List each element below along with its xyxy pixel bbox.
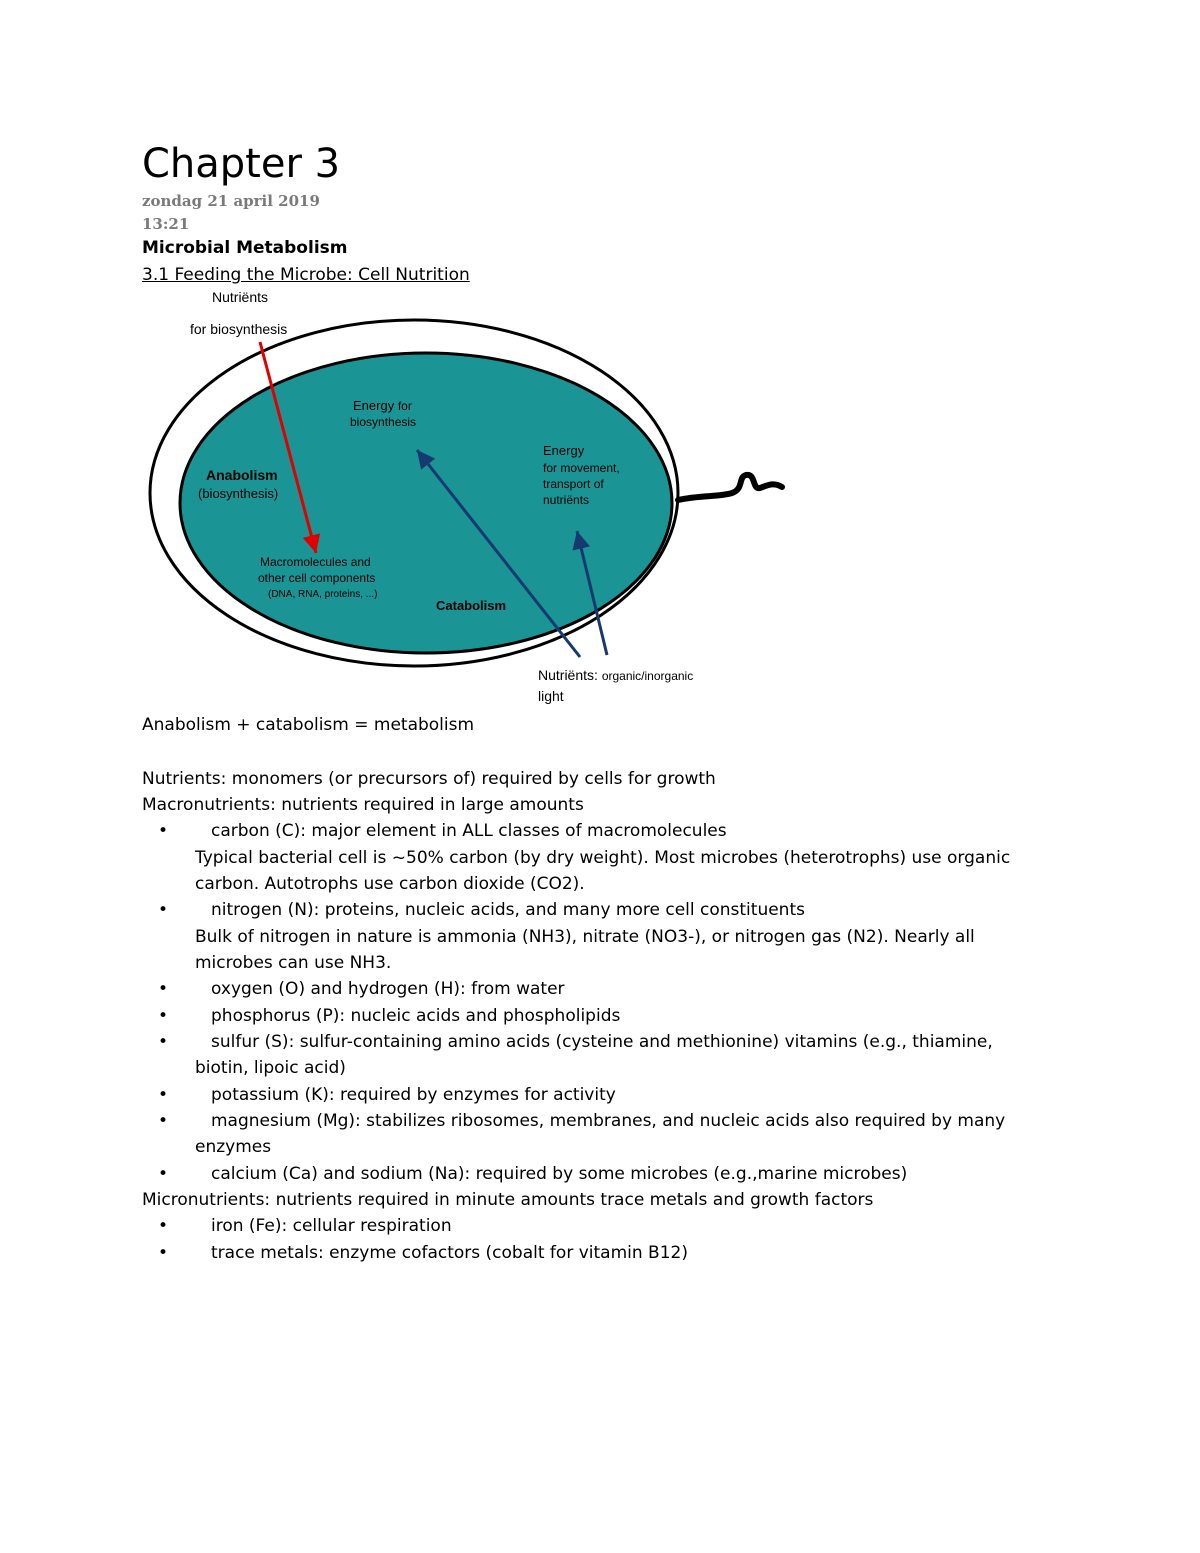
diagram-nutrients-bottom-1: Nutriënts: organic/inorganic (538, 667, 694, 683)
micronutrients-definition: Micronutrients: nutrients required in minute amounts trace metals and growth factors (142, 1190, 874, 1210)
diagram-nutrients-bottom-2: light (538, 688, 564, 704)
page-date: zondag 21 april 2019 (142, 192, 320, 210)
list-item-oxygen: oxygen (O) and hydrogen (H): from water (211, 979, 565, 999)
magnesium-continuation: enzymes (195, 1137, 272, 1157)
page-time: 13:21 (142, 215, 190, 233)
list-bullet: • (158, 1111, 169, 1131)
list-item-calcium: calcium (Ca) and sodium (Na): required by some microbes (e.g.,marine microbes) (211, 1164, 908, 1184)
subsection-heading: 3.1 Feeding the Microbe: Cell Nutrition (142, 265, 470, 285)
carbon-note-2: carbon. Autotrophs use carbon dioxide (CO2). (195, 874, 585, 894)
section-heading: Microbial Metabolism (142, 238, 348, 258)
diagram-anabolism: Anabolism (206, 467, 278, 483)
diagram-energy-biosynthesis-label-2: biosynthesis (350, 415, 417, 429)
list-item-trace-metals: trace metals: enzyme cofactors (cobalt for vitamin B12) (211, 1243, 688, 1263)
nitrogen-note-1: Bulk of nitrogen in nature is ammonia (NH3), nitrate (NO3-), or nitrogen gas (N2). Nearly all (195, 927, 975, 947)
diagram-energy-movement-4: nutriënts (543, 493, 590, 507)
diagram-biosynthesis-paren: (biosynthesis) (198, 486, 279, 501)
list-bullet: • (158, 1243, 169, 1263)
macronutrients-definition: Macronutrients: nutrients required in large amounts (142, 795, 584, 815)
diagram-catabolism: Catabolism (436, 598, 507, 613)
diagram-macro-3: (DNA, RNA, proteins, ...) (268, 589, 378, 600)
diagram-energy-movement-2: for movement, (543, 461, 620, 475)
list-bullet: • (158, 1006, 169, 1026)
diagram-energy-movement-3: transport of (543, 477, 604, 491)
diagram-for-biosynthesis: for biosynthesis (190, 321, 288, 337)
diagram-energy-biosynthesis-label: Energy for (353, 398, 412, 413)
metabolism-diagram (140, 285, 800, 710)
list-bullet: • (158, 1216, 169, 1236)
flagellum (678, 475, 782, 500)
carbon-note-1: Typical bacterial cell is ~50% carbon (by dry weight). Most microbes (heterotrophs) use organic (195, 848, 1011, 868)
nutrients-definition: Nutrients: monomers (or precursors of) required by cells for growth (142, 769, 716, 789)
sulfur-continuation: biotin, lipoic acid) (195, 1058, 346, 1078)
diagram-macro-1: Macromolecules and (260, 555, 371, 569)
list-item-carbon: carbon (C): major element in ALL classes of macromolecules (211, 821, 727, 841)
diagram-nutrients-top: Nutriënts (212, 289, 269, 305)
list-item-magnesium: magnesium (Mg): stabilizes ribosomes, membranes, and nucleic acids also required by many (211, 1111, 1006, 1131)
nitrogen-note-2: microbes can use NH3. (195, 953, 392, 973)
list-bullet: • (158, 1032, 169, 1052)
page-title: Chapter 3 (142, 141, 341, 187)
list-item-nitrogen: nitrogen (N): proteins, nucleic acids, and many more cell constituents (211, 900, 805, 920)
diagram-macro-2: other cell components (258, 571, 376, 585)
list-bullet: • (158, 1164, 169, 1184)
list-item-iron: iron (Fe): cellular respiration (211, 1216, 452, 1236)
list-bullet: • (158, 821, 169, 841)
list-item-phosphorus: phosphorus (P): nucleic acids and phospholipids (211, 1006, 621, 1026)
list-bullet: • (158, 900, 169, 920)
cytoplasm-ellipse (180, 353, 672, 653)
list-item-potassium: potassium (K): required by enzymes for activity (211, 1085, 616, 1105)
diagram-energy-movement-1: Energy (543, 443, 585, 458)
list-bullet: • (158, 1085, 169, 1105)
list-item-sulfur: sulfur (S): sulfur-containing amino acids (cysteine and methionine) vitamins (e.g., thiamine, (211, 1032, 993, 1052)
metabolism-equation: Anabolism + catabolism = metabolism (142, 715, 475, 735)
list-bullet: • (158, 979, 169, 999)
